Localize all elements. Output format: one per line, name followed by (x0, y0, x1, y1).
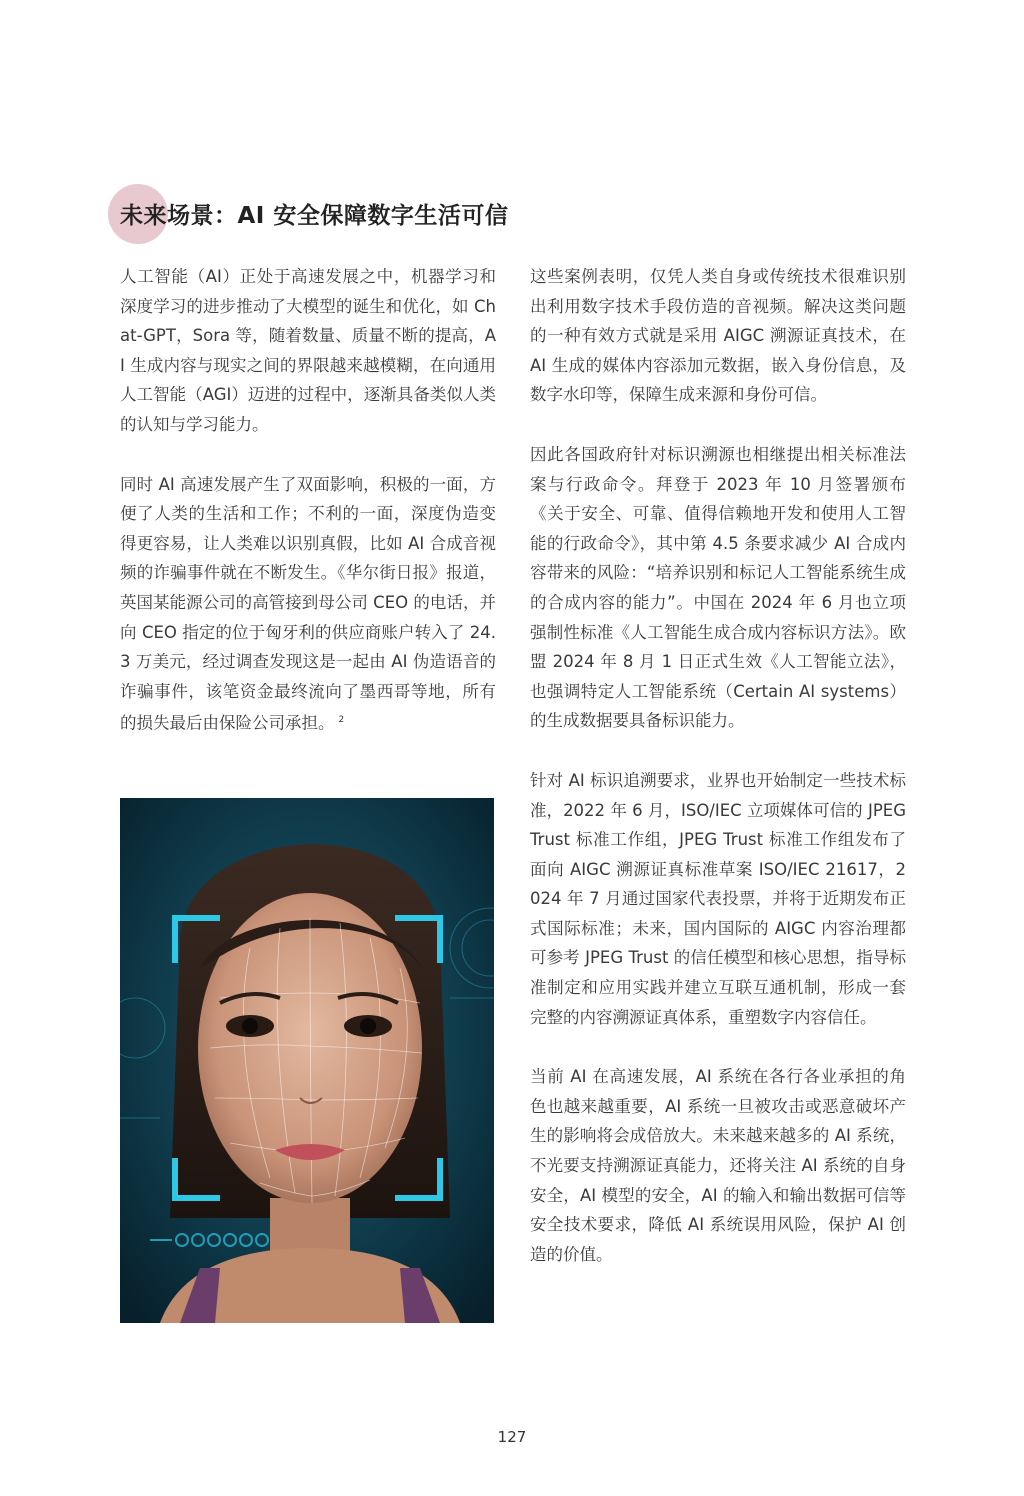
paragraph: 因此各国政府针对标识溯源也相继提出相关标准法案与行政命令。拜登于 2023 年 10 月签署颁布《关于安全、可靠、值得信赖地开发和使用人工智能的行政命令》，其中第 4.5 条要求减少 AI 合成内容带来的风险：“培养识别和标记人工智能系统生成的合成内容的能力”。中国在 2024 年 6 月也立项强制性标准《人工智能生成合成内容标识方法》。欧盟 2024 年 8 月 1 日正式生效《人工智能立法》，也强调特定人工智能系统（Certain AI systems）的生成数据要具备标识能力。 (530, 444, 906, 731)
paragraph-text: 同时 AI 高速发展产生了双面影响，积极的一面，方便了人类的生活和工作；不利的一面，深度伪造变得更容易，让人类难以识别真假，比如 AI 合成音视频的诈骗事件就在不断发生。《华尔街日报》报道，英国某能源公司的高管接到母公司 CEO 的电话，并向 CEO 指定的位于匈牙利的供应商账户转入了 24.3 万美元，经过调查发现这是一起由 AI 伪造语音的诈骗事件，该笔资金最终流向了墨西哥等地，所有的损失最后由保险公司承担。 (120, 474, 496, 733)
paragraph: 针对 AI 标识追溯要求，业界也开始制定一些技术标准，2022 年 6 月，ISO/IEC 立项媒体可信的 JPEG Trust 标准工作组，JPEG Trust 标准工作组发布了面向 AIGC 溯源证真标准草案 ISO/IEC 21617，2024 年 7 月通过国家代表投票，并将于近期发布正式国际标准；未来，国内国际的 AIGC 内容治理都可参考 JPEG Trust 的信任模型和核心思想，指导标准制定和应用实践并建立互联互通机制，形成一套完整的内容溯源证真体系，重塑数字内容信任。 (530, 770, 906, 1027)
face-recognition-photo (120, 798, 494, 1323)
paragraph: 这些案例表明，仅凭人类自身或传统技术很难识别出利用数字技术手段仿造的音视频。解决这类问题的一种有效方式就是采用 AIGC 溯源证真技术，在 AI 生成的媒体内容添加元数据，嵌入身份信息，及数字水印等，保障生成来源和身份可信。 (530, 267, 906, 405)
paragraph: 当前 AI 在高速发展，AI 系统在各行各业承担的角色也越来越重要，AI 系统一旦被攻击或恶意破坏产生的影响将会成倍放大。未来越来越多的 AI 系统，不光要支持溯源证真能力，还将关注 AI 系统的自身安全，AI 模型的安全，AI 的输入和输出数据可信等安全技术要求，降低 AI 系统误用风险，保护 AI 创造的价值。 (530, 1067, 906, 1264)
left-column (120, 262, 496, 768)
paragraph-with-footnote (120, 470, 496, 739)
page-title: 未来场景：AI 安全保障数字生活可信 (120, 203, 509, 229)
right-column (530, 262, 906, 1299)
footnote-ref[interactable]: 2 (338, 715, 345, 726)
page-number: 127 (497, 1428, 527, 1446)
paragraph: 人工智能（AI）正处于高速发展之中，机器学习和深度学习的进步推动了大模型的诞生和优化，如 Chat-GPT，Sora 等，随着数量、质量不断的提高，AI 生成内容与现实之间的界限越来越模糊，在向通用人工智能（AGI）迈进的过程中，逐渐具备类似人类的认知与学习能力。 (120, 267, 496, 434)
